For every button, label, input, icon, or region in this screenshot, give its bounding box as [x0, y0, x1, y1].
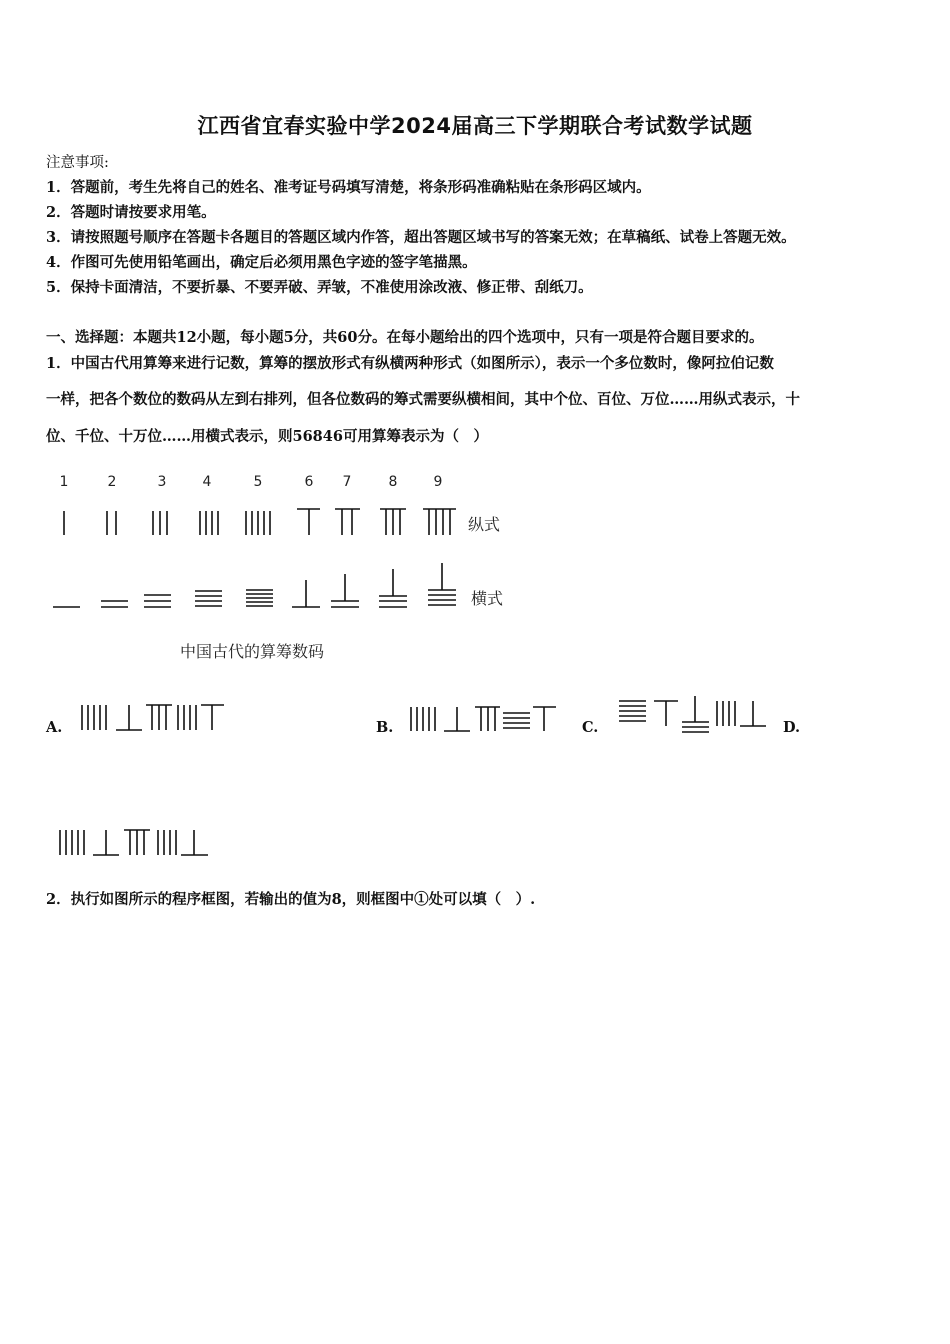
- option-b-rods: [411, 707, 556, 731]
- digit-label: 2: [107, 474, 117, 490]
- notice-3: 3．请按照题号顺序在答题卡各题目的答题区域内作答，超出答题区域书写的答案无效；在草稿纸、试卷上答题无效。: [46, 229, 796, 246]
- q2-text: 2．执行如图所示的程序框图，若输出的值为8，则框图中①处可以填（ ）.: [46, 891, 536, 908]
- digit-label: 8: [388, 474, 398, 490]
- option-a-label[interactable]: A.: [46, 719, 63, 736]
- digit-label: 3: [157, 474, 167, 490]
- horizontal-form-label: 横式: [471, 589, 504, 608]
- exam-title: 江西省宜春实验中学2024届高三下学期联合考试数学试题: [197, 114, 753, 138]
- digit-label: 6: [304, 474, 314, 490]
- rod-horizontal-3: [144, 595, 171, 607]
- notice-5: 5．保持卡面清洁，不要折暴、不要弄破、弄皱，不准使用涂改液、修正带、刮纸刀。: [46, 279, 593, 296]
- notice-1: 1．答题前，考生先将自己的姓名、准考证号码填写清楚，将条形码准确粘贴在条形码区域内。: [46, 179, 651, 196]
- rod-vertical-8: [380, 509, 406, 535]
- rod-horizontal-6: [292, 580, 320, 607]
- notice-heading: 注意事项:: [46, 155, 109, 171]
- digit-label: 4: [202, 474, 212, 490]
- digit-label: 9: [433, 474, 443, 490]
- option-d-label[interactable]: D.: [783, 719, 801, 736]
- rod-vertical-4: [200, 511, 218, 535]
- option-d-rods: [60, 830, 208, 855]
- notice-4: 4．作图可先使用铅笔画出，确定后必须用黑色字迹的签字笔描黑。: [46, 254, 477, 271]
- option-c-label[interactable]: C.: [582, 719, 599, 736]
- rod-horizontal-5: [246, 590, 273, 606]
- digit-label: 7: [342, 474, 352, 490]
- rod-vertical-3: [153, 511, 167, 535]
- digit-label: 5: [253, 474, 263, 490]
- rod-horizontal-2: [101, 601, 128, 607]
- q1-line-2: 一样，把各个数位的数码从左到右排列，但各位数码的筹式需要纵横相间，其中个位、百位、万位……用纵式表示，十: [46, 391, 800, 408]
- rod-horizontal-9: [428, 563, 456, 605]
- q1-line-3: 位、千位、十万位……用横式表示，则56846可用算筹表示为（ ）: [46, 428, 488, 445]
- rod-vertical-6: [297, 509, 320, 535]
- rod-horizontal-4: [195, 591, 222, 606]
- rod-vertical-7: [335, 509, 360, 535]
- option-c-rods: [619, 696, 766, 732]
- figure-caption: 中国古代的算筹数码: [180, 642, 325, 661]
- rod-vertical-5: [246, 511, 270, 535]
- digit-label: 1: [59, 474, 69, 490]
- rod-horizontal-7: [331, 574, 359, 607]
- notice-2: 2．答题时请按要求用笔。: [46, 204, 216, 221]
- vertical-form-label: 纵式: [468, 515, 501, 534]
- option-b-label[interactable]: B.: [376, 719, 394, 736]
- rod-horizontal-8: [379, 569, 407, 607]
- rod-vertical-2: [107, 511, 116, 535]
- rod-vertical-9: [423, 509, 456, 535]
- section-heading: 一、选择题：本题共12小题，每小题5分，共60分。在每小题给出的四个选项中，只有一项是符合题目要求的。: [46, 329, 764, 346]
- q1-line-1: 1．中国古代用算筹来进行记数，算筹的摆放形式有纵横两种形式（如图所示），表示一个多位数时，像阿拉伯记数: [46, 355, 774, 372]
- option-a-rods: [82, 705, 224, 730]
